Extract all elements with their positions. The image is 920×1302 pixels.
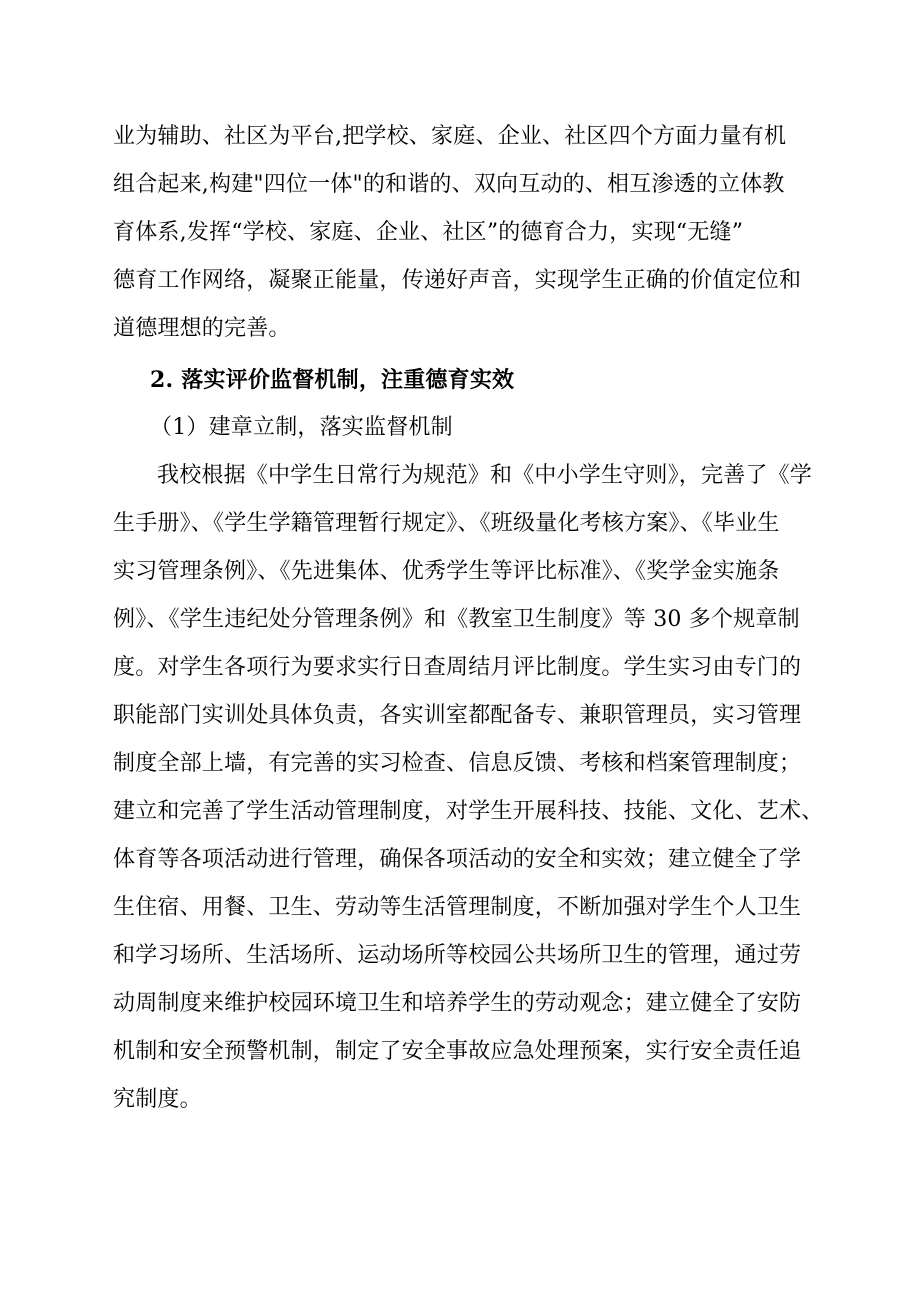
body-paragraph-line: 例》、《学生违纪处分管理条例》和《教室卫生制度》等 30 多个规章制 xyxy=(113,607,800,632)
paragraph-line: 德育工作网络，凝聚正能量，传递好声音，实现学生正确的价值定位和 xyxy=(113,268,802,293)
body-paragraph-line: 究制度。 xyxy=(113,1087,202,1112)
body-paragraph-line: 建立和完善了学生活动管理制度，对学生开展科技、技能、文化、艺术、 xyxy=(113,799,824,824)
body-paragraph-line: 实习管理条例》、《先进集体、优秀学生等评比标准》、《奖学金实施条 xyxy=(113,559,780,584)
body-paragraph-line: 我校根据《中学生日常行为规范》和《中小学生守则》，完善了《学 xyxy=(157,463,813,488)
paragraph-line: 业为辅助、社区为平台,把学校、家庭、企业、社区四个方面力量有机 xyxy=(113,124,787,149)
section-heading: 2. 落实评价监督机制，注重德育实效 xyxy=(150,367,515,393)
body-paragraph-line: 体育等各项活动进行管理，确保各项活动的安全和实效；建立健全了学 xyxy=(113,847,802,872)
paragraph-line: 道德理想的完善。 xyxy=(113,316,291,341)
subsection-heading: （1）建章立制，落实监督机制 xyxy=(150,415,453,440)
body-paragraph-line: 动周制度来维护校园环境卫生和培养学生的劳动观念；建立健全了安防 xyxy=(113,991,802,1016)
body-paragraph-line: 度。对学生各项行为要求实行日查周结月评比制度。学生实习由专门的 xyxy=(113,655,802,680)
paragraph-line: 组合起来,构建"四位一体"的和谐的、双向互动的、相互渗透的立体教 xyxy=(113,172,785,197)
body-paragraph-line: 职能部门实训处具体负责，各实训室都配备专、兼职管理员，实习管理 xyxy=(113,703,802,728)
body-paragraph-line: 制度全部上墙，有完善的实习检查、信息反馈、考核和档案管理制度； xyxy=(113,751,802,776)
body-paragraph-line: 和学习场所、生活场所、运动场所等校园公共场所卫生的管理，通过劳 xyxy=(113,943,802,968)
body-paragraph-line: 机制和安全预警机制，制定了安全事故应急处理预案，实行安全责任追 xyxy=(113,1039,802,1064)
paragraph-line: 育体系,发挥“学校、家庭、企业、社区”的德育合力，实现“无缝” xyxy=(113,220,744,245)
body-paragraph-line: 生住宿、用餐、卫生、劳动等生活管理制度，不断加强对学生个人卫生 xyxy=(113,895,802,920)
body-paragraph-line: 生手册》、《学生学籍管理暂行规定》、《班级量化考核方案》、《毕业生 xyxy=(113,511,780,536)
